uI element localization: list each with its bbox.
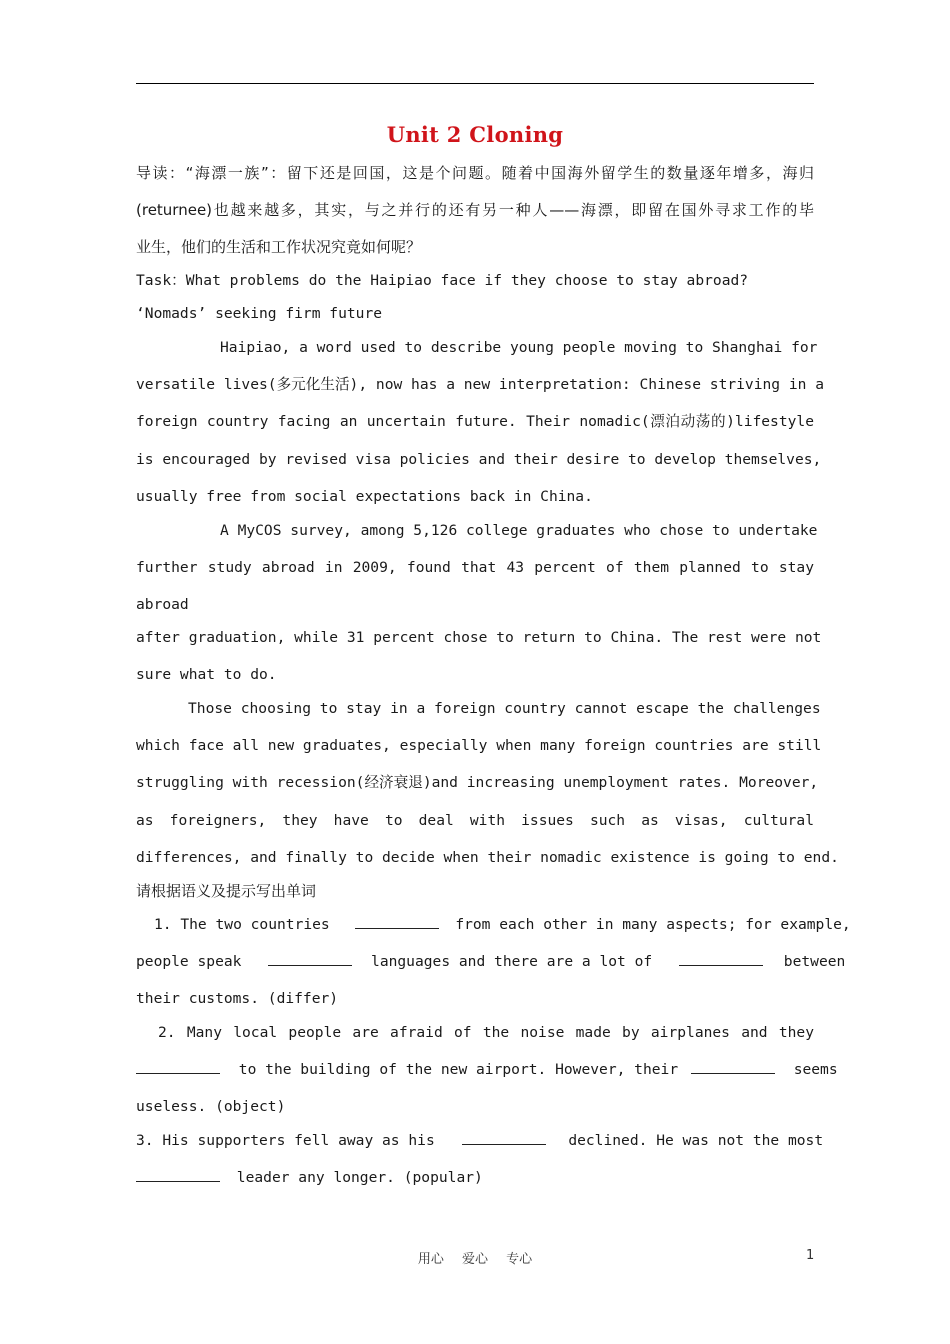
page-footer xyxy=(0,1248,950,1268)
answer-blank[interactable] xyxy=(268,951,352,966)
header-rule xyxy=(136,83,814,84)
question-text: leader any longer. (popular) xyxy=(236,1169,483,1186)
paragraph-line: usually free from social expectations back in China. xyxy=(136,488,593,505)
paragraph-line: abroad xyxy=(136,596,189,613)
paragraph-line: further study abroad in 2009, found that 43 percent of them planned to stay xyxy=(136,559,814,576)
intro-line: 业生，他们的生活和工作状况究竟如何呢？ xyxy=(136,238,422,256)
question-3-line-1 xyxy=(136,1130,824,1152)
paragraph-line: A MyCOS survey, among 5,126 college graduates who chose to undertake xyxy=(220,522,818,539)
answer-blank[interactable] xyxy=(691,1059,775,1074)
question-text: declined. He was not the most xyxy=(568,1132,824,1149)
question-text: from each other in many aspects; for example, xyxy=(455,916,851,933)
question-3-line-2 xyxy=(136,1167,814,1189)
question-text: between xyxy=(783,953,846,970)
paragraph-line: differences, and finally to decide when their nomadic existence is going to end. xyxy=(136,849,839,866)
question-text: to the building of the new airport. However, their xyxy=(238,1061,679,1078)
question-1-line-2 xyxy=(136,951,846,973)
question-text: languages and there are a lot of xyxy=(371,953,653,970)
paragraph-line: as foreigners, they have to deal with issues such as visas, cultural xyxy=(136,812,814,829)
question-1-line-3: their customs. (differ) xyxy=(136,990,339,1007)
paragraph-line: versatile lives(多元化生活), now has a new interpretation: Chinese striving in a xyxy=(136,376,825,393)
answer-blank[interactable] xyxy=(679,951,763,966)
paragraph-line: after graduation, while 31 percent chose to return to China. The rest were not xyxy=(136,629,822,646)
footer-slogan: 用心 爱心 专心 xyxy=(417,1252,533,1267)
question-2-line-3: useless. (object) xyxy=(136,1098,286,1115)
answer-blank[interactable] xyxy=(136,1167,220,1182)
page-number: 1 xyxy=(806,1248,815,1263)
paragraph-line: sure what to do. xyxy=(136,666,277,683)
paragraph-line: is encouraged by revised visa policies and their desire to develop themselves, xyxy=(136,451,822,468)
question-text: 3. His supporters fell away as his xyxy=(136,1132,435,1149)
paragraph-line: which face all new graduates, especially when many foreign countries are still xyxy=(136,737,822,754)
paragraph-line: foreign country facing an uncertain future. Their nomadic(漂泊动荡的)lifestyle xyxy=(136,413,814,430)
paragraph-line: struggling with recession(经济衰退)and increasing unemployment rates. Moreover, xyxy=(136,774,819,791)
question-text: seems xyxy=(793,1061,838,1078)
answer-blank[interactable] xyxy=(462,1130,546,1145)
question-2-line-2 xyxy=(136,1059,838,1081)
answer-blank[interactable] xyxy=(136,1059,220,1074)
question-2-line-1: 2. Many local people are afraid of the noise made by airplanes and they xyxy=(158,1024,814,1041)
document-title: Unit 2 Cloning xyxy=(386,122,564,147)
question-1-line-1 xyxy=(154,914,851,936)
paragraph-line: Those choosing to stay in a foreign country cannot escape the challenges xyxy=(188,700,821,717)
intro-line: (returnee)也越来越多，其实，与之并行的还有另一种人——海漂，即留在国外寻求工作的毕 xyxy=(136,201,814,219)
paragraph-line: Haipiao, a word used to describe young people moving to Shanghai for xyxy=(220,339,818,356)
task-line: Task：What problems do the Haipiao face if they choose to stay abroad? xyxy=(136,272,749,289)
question-text: people speak xyxy=(136,953,242,970)
answer-blank[interactable] xyxy=(355,914,439,929)
exercise-heading: 请根据语义及提示写出单词 xyxy=(136,882,317,900)
intro-line: 导读：“海漂一族”：留下还是回国，这是个问题。随着中国海外留学生的数量逐年增多，海归 xyxy=(136,164,814,182)
question-text: 1. The two countries xyxy=(154,916,330,933)
passage-subtitle: ‘Nomads’ seeking firm future xyxy=(136,305,383,322)
